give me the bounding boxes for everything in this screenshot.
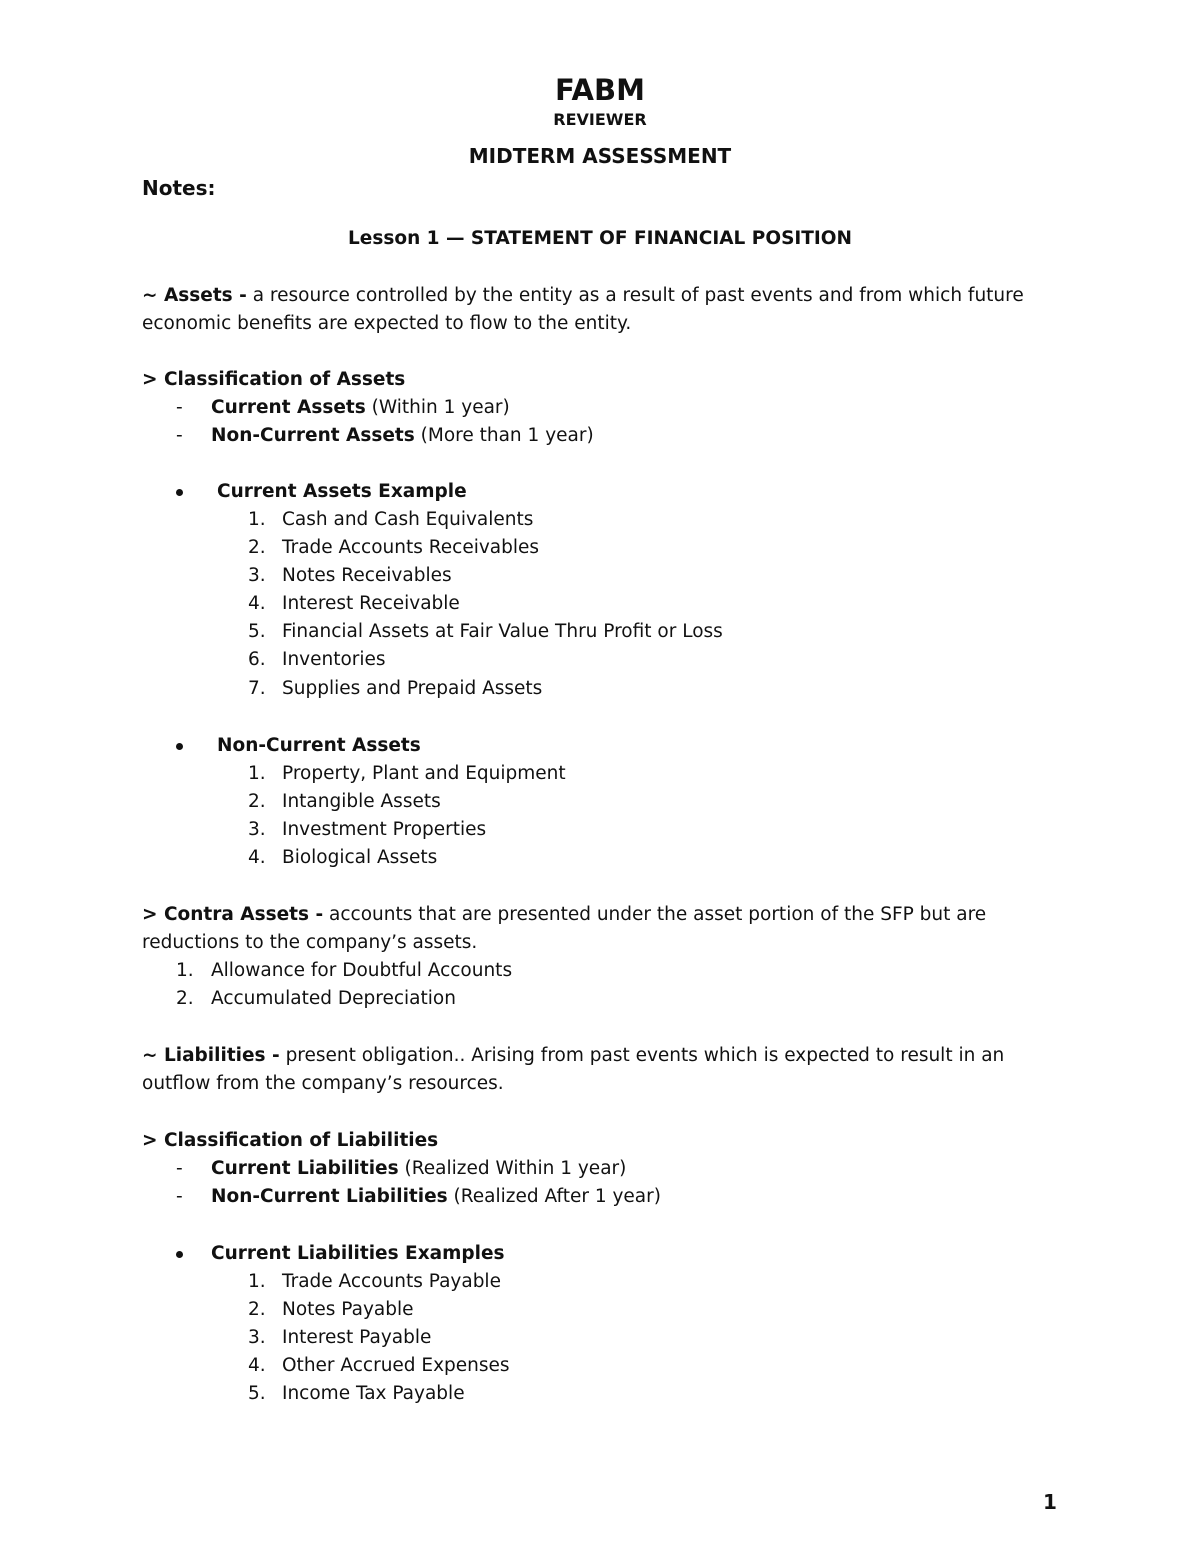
list-item: Income Tax Payable xyxy=(282,1383,465,1404)
list-item-note: (Realized After 1 year) xyxy=(447,1186,661,1207)
list-item xyxy=(176,399,183,418)
contra-assets-definition-text: accounts that are presented under the asset portion of the SFP but are xyxy=(323,904,987,925)
list-item: Accumulated Depreciation xyxy=(211,988,456,1009)
list-number: 5. xyxy=(248,1383,266,1404)
list-item-term: Non-Current Liabilities xyxy=(211,1186,448,1207)
list-number: 1. xyxy=(176,960,194,981)
list-item xyxy=(176,427,183,446)
list-item-note: (Within 1 year) xyxy=(365,397,510,418)
list-item: Financial Assets at Fair Value Thru Profit or Loss xyxy=(282,621,723,642)
list-item xyxy=(211,1188,661,1207)
list-item: Trade Accounts Receivables xyxy=(282,537,540,558)
dash-marker: - xyxy=(176,1186,183,1207)
list-number: 4. xyxy=(248,1355,266,1376)
list-number: 1. xyxy=(248,763,266,784)
list-item-term: Non-Current Assets xyxy=(211,425,415,446)
list-item: Biological Assets xyxy=(282,847,438,868)
list-number: 6. xyxy=(248,649,266,670)
list-number: 4. xyxy=(248,847,266,868)
list-item xyxy=(211,1160,626,1179)
assets-definition-line2: economic benefits are expected to flow to the entity. xyxy=(142,313,632,334)
contra-assets-term: > Contra Assets - xyxy=(142,904,324,925)
liabilities-definition-text: present obligation.. Arising from past events which is expected to result in an xyxy=(279,1045,1005,1066)
assets-definition-text: a resource controlled by the entity as a result of past events and from which future xyxy=(246,285,1024,306)
assets-definition-line1 xyxy=(142,287,1024,306)
list-number: 1. xyxy=(248,509,266,530)
assets-term: ~ Assets - xyxy=(142,285,247,306)
list-item-term: Current Assets xyxy=(211,397,366,418)
list-number: 5. xyxy=(248,621,266,642)
list-item: Supplies and Prepaid Assets xyxy=(282,678,543,699)
bullet-icon xyxy=(176,1251,183,1258)
list-number: 4. xyxy=(248,593,266,614)
asset-classification-heading: > Classification of Assets xyxy=(142,369,406,390)
list-item: Notes Payable xyxy=(282,1299,414,1320)
dash-marker: - xyxy=(176,1158,183,1179)
list-number: 2. xyxy=(248,791,266,812)
non-current-assets-heading: Non-Current Assets xyxy=(217,735,421,756)
list-item: Other Accrued Expenses xyxy=(282,1355,510,1376)
document-heading: MIDTERM ASSESSMENT xyxy=(468,144,732,168)
list-item: Investment Properties xyxy=(282,819,487,840)
document-title: FABM xyxy=(555,73,645,107)
liabilities-definition-line1 xyxy=(142,1047,1004,1066)
list-item xyxy=(211,399,510,418)
list-number: 2. xyxy=(248,537,266,558)
list-item: Interest Receivable xyxy=(282,593,460,614)
list-item-term: Current Liabilities xyxy=(211,1158,399,1179)
list-item: Cash and Cash Equivalents xyxy=(282,509,534,530)
list-item: Inventories xyxy=(282,649,386,670)
liabilities-term: ~ Liabilities - xyxy=(142,1045,280,1066)
dash-marker: - xyxy=(176,425,183,446)
list-number: 1. xyxy=(248,1271,266,1292)
liability-classification-heading: > Classification of Liabilities xyxy=(142,1130,439,1151)
list-item-note: (More than 1 year) xyxy=(414,425,594,446)
list-item: Intangible Assets xyxy=(282,791,441,812)
liabilities-definition-line2: outflow from the company’s resources. xyxy=(142,1073,504,1094)
bullet-icon xyxy=(176,743,183,750)
list-item: Allowance for Doubtful Accounts xyxy=(211,960,513,981)
list-item xyxy=(211,427,594,446)
current-assets-example-heading: Current Assets Example xyxy=(217,481,467,502)
contra-assets-definition-line2: reductions to the company’s assets. xyxy=(142,932,478,953)
list-number: 7. xyxy=(248,678,266,699)
list-item: Property, Plant and Equipment xyxy=(282,763,566,784)
list-item: Trade Accounts Payable xyxy=(282,1271,501,1292)
lesson-title: Lesson 1 — STATEMENT OF FINANCIAL POSITION xyxy=(348,228,852,249)
current-liabilities-examples-heading: Current Liabilities Examples xyxy=(211,1243,505,1264)
bullet-icon xyxy=(176,489,183,496)
list-number: 2. xyxy=(176,988,194,1009)
list-number: 3. xyxy=(248,1327,266,1348)
notes-label: Notes: xyxy=(142,176,216,200)
page-number: 1 xyxy=(1043,1490,1057,1514)
list-item: Notes Receivables xyxy=(282,565,452,586)
list-number: 3. xyxy=(248,565,266,586)
dash-marker: - xyxy=(176,397,183,418)
list-number: 2. xyxy=(248,1299,266,1320)
document-subtitle: REVIEWER xyxy=(553,110,647,129)
list-number: 3. xyxy=(248,819,266,840)
contra-assets-definition-line1 xyxy=(142,906,986,925)
list-item-note: (Realized Within 1 year) xyxy=(398,1158,627,1179)
list-item: Interest Payable xyxy=(282,1327,432,1348)
